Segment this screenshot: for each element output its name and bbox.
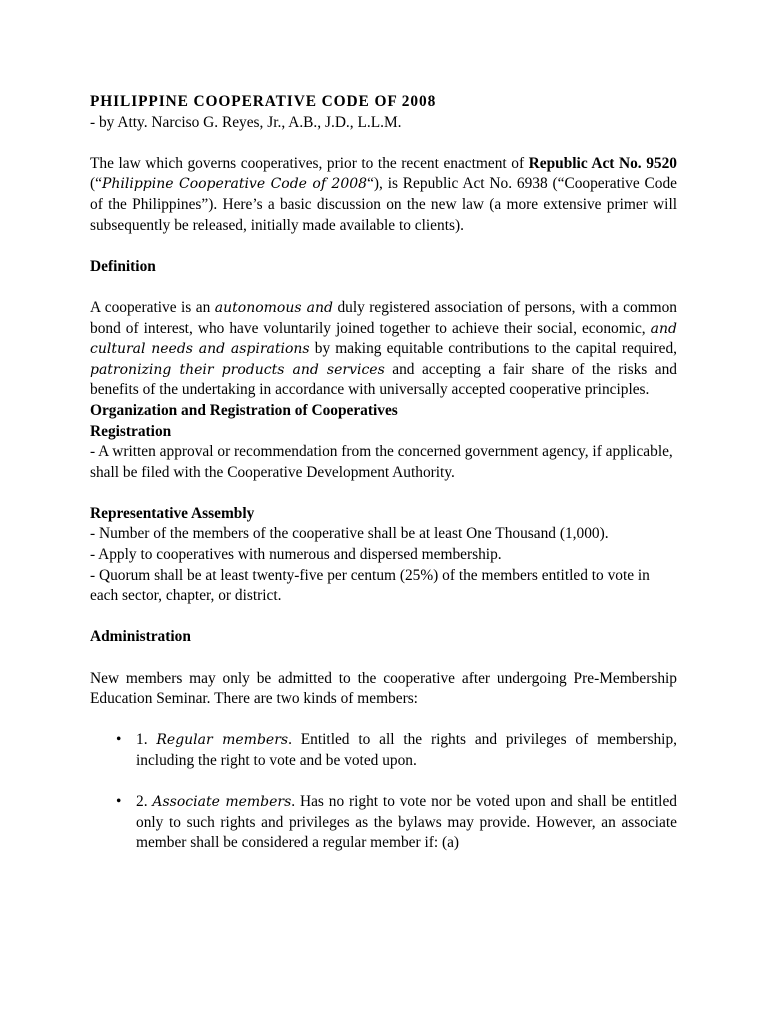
assembly-item: - Quorum shall be at least twenty-five per centum (25%) of the members entitled to vote in each sector, chapter, or district. xyxy=(90,566,650,605)
definition-paragraph: A cooperative is an autonomous and duly registered association of persons, with a common bond of interest, who have voluntarily joined together to achieve their social, economic, and cultural needs and aspirations by making equitable contributions to the capital required, patronizing their products and services and accepting a fair share of the risks and benefits of the undertaking in accordance with universally accepted cooperative principles. xyxy=(90,298,678,399)
list-item: • 1. Regular members. Entitled to all the rights and privileges of membership, including the right to vote and be voted upon. xyxy=(116,731,677,769)
republic-act-9520: Republic Act No. 9520 xyxy=(528,154,677,172)
administration-heading: Administration xyxy=(90,628,191,646)
code-name: Philippine Cooperative Code of 2008 xyxy=(101,176,368,193)
author-byline: - by Atty. Narciso G. Reyes, Jr., A.B., J.D., L.L.M. xyxy=(90,113,402,131)
member-term: Associate members xyxy=(152,794,292,811)
document-title: PHILIPPINE COOPERATIVE CODE OF 2008 xyxy=(90,93,437,110)
bullet-icon: • xyxy=(116,793,122,811)
bullet-icon: • xyxy=(116,731,122,749)
registration-heading: Registration xyxy=(90,422,172,440)
member-term: Regular members xyxy=(156,732,289,749)
intro-paragraph: The law which governs cooperatives, prior to the recent enactment of Republic Act No. 9520 (“Philippine Cooperative Code of 2008“), is Republic Act No. 6938 (“Cooperative Code of the Philippines”). Here’s a basic discussion on the new law (a more extensive primer will subsequently be released, initially made available to clients). xyxy=(90,154,677,234)
administration-paragraph: New members may only be admitted to the cooperative after undergoing Pre-Membership Education Seminar. There are two kinds of members: xyxy=(90,669,677,708)
assembly-item: - Number of the members of the cooperative shall be at least One Thousand (1,000). xyxy=(90,525,609,543)
list-item: • 2. Associate members. Has no right to vote nor be voted upon and shall be entitled only to such rights and privileges as the bylaws may provide. However, an associate member shall be considered a regular member if: (a) xyxy=(116,793,677,852)
organization-heading: Organization and Registration of Cooperatives xyxy=(90,401,398,419)
document-body xyxy=(90,92,677,854)
registration-text: - A written approval or recommendation from the concerned government agency, if applicable, shall be filed with the Cooperative Development Authority. xyxy=(90,443,673,481)
assembly-item: - Apply to cooperatives with numerous and dispersed membership. xyxy=(90,546,502,564)
member-types-list xyxy=(90,730,677,854)
definition-heading: Definition xyxy=(90,257,156,275)
assembly-heading: Representative Assembly xyxy=(90,504,255,522)
